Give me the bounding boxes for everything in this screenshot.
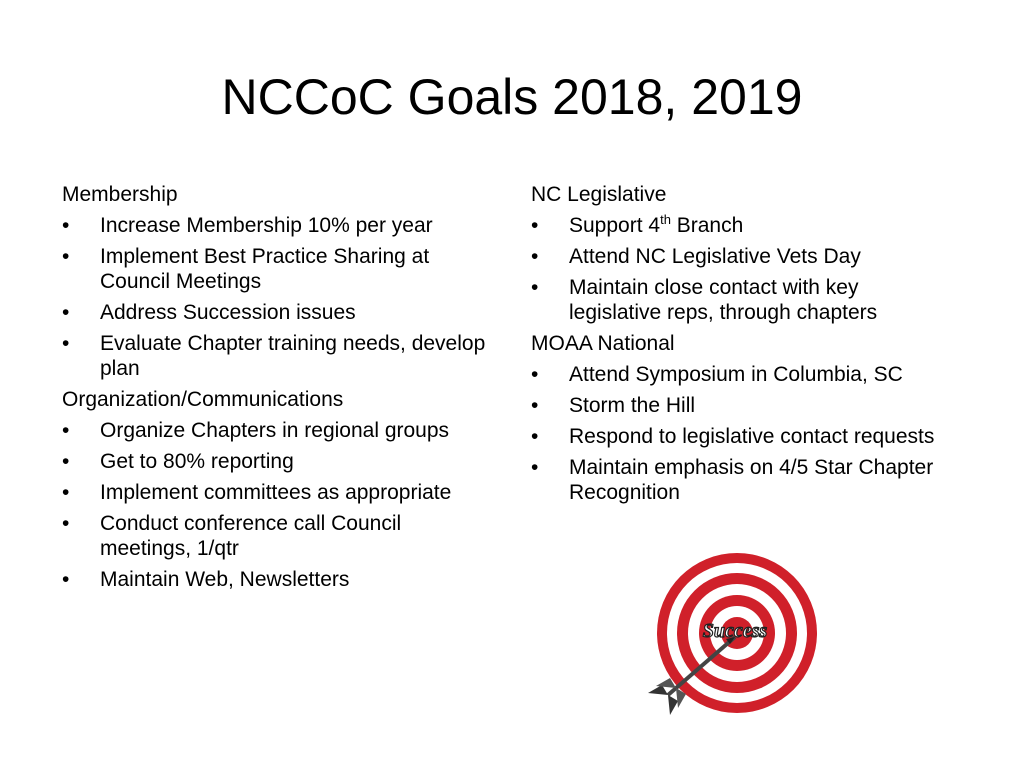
section-heading-organization: Organization/Communications bbox=[62, 388, 344, 411]
bullet-icon: • bbox=[62, 450, 70, 473]
bullet-icon: • bbox=[531, 363, 539, 386]
list-item: • Evaluate Chapter training needs, develop plan bbox=[62, 332, 486, 380]
list-item: • Maintain emphasis on 4/5 Star Chapter Recognition bbox=[531, 456, 934, 504]
bullet-icon: • bbox=[531, 276, 539, 299]
success-target-image bbox=[640, 545, 830, 725]
list-item: • Increase Membership 10% per year bbox=[62, 214, 433, 237]
bullet-icon: • bbox=[531, 425, 539, 448]
list-item: • Attend Symposium in Columbia, SC bbox=[531, 363, 903, 386]
bullet-icon: • bbox=[62, 301, 70, 324]
section-heading-nc-legislative: NC Legislative bbox=[531, 183, 667, 206]
list-item: • Organize Chapters in regional groups bbox=[62, 419, 450, 442]
list-item: • Attend NC Legislative Vets Day bbox=[531, 245, 861, 268]
bullet-icon: • bbox=[62, 245, 70, 268]
left-column bbox=[62, 180, 492, 598]
list-item: • Storm the Hill bbox=[531, 394, 696, 417]
organization-list bbox=[62, 418, 492, 592]
bullet-icon: • bbox=[62, 214, 70, 237]
bullet-icon: • bbox=[531, 214, 539, 237]
list-item: • Respond to legislative contact requests bbox=[531, 425, 935, 448]
membership-list bbox=[62, 213, 492, 381]
section-heading-membership: Membership bbox=[62, 183, 178, 206]
list-item: • Support 4th Branch bbox=[531, 212, 744, 237]
target-icon bbox=[640, 545, 830, 725]
list-item: • Address Succession issues bbox=[62, 301, 356, 324]
bullet-icon: • bbox=[531, 394, 539, 417]
list-item: • Implement Best Practice Sharing at Council Meetings bbox=[62, 245, 430, 293]
bullet-icon: • bbox=[62, 512, 70, 535]
nc-legislative-list bbox=[531, 213, 951, 325]
section-heading-moaa-national: MOAA National bbox=[531, 332, 675, 355]
moaa-national-list bbox=[531, 362, 951, 505]
slide-title: NCCoC Goals 2018, 2019 bbox=[221, 69, 803, 125]
success-label: Success bbox=[702, 620, 768, 642]
list-item: • Maintain close contact with key legislative reps, through chapters bbox=[531, 276, 878, 324]
bullet-icon: • bbox=[62, 332, 70, 355]
bullet-icon: • bbox=[62, 568, 70, 591]
bullet-icon: • bbox=[531, 245, 539, 268]
list-item: • Implement committees as appropriate bbox=[62, 481, 452, 504]
list-item: • Maintain Web, Newsletters bbox=[62, 568, 350, 591]
bullet-icon: • bbox=[531, 456, 539, 479]
list-item: • Get to 80% reporting bbox=[62, 450, 294, 473]
bullet-icon: • bbox=[62, 481, 70, 504]
right-column bbox=[531, 180, 951, 511]
list-item: • Conduct conference call Council meetings, 1/qtr bbox=[62, 512, 402, 560]
bullet-icon: • bbox=[62, 419, 70, 442]
